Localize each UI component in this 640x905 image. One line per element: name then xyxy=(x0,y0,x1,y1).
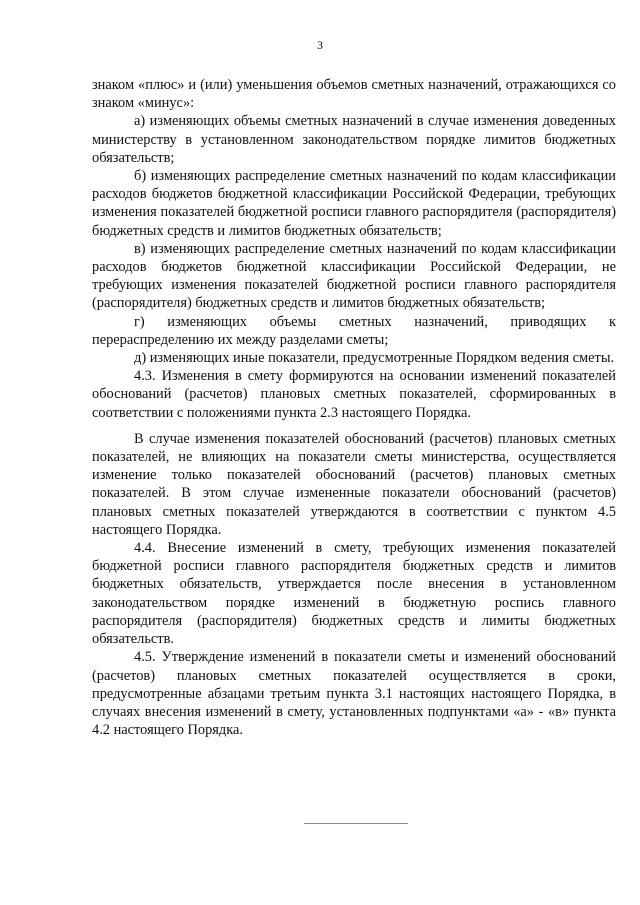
footer-divider xyxy=(304,823,408,824)
paragraph-item-a: а) изменяющих объемы сметных назначений в случае изменения доведенных министерству в установленном законодательством порядке лимитов бюджетных обязательств; xyxy=(92,113,616,166)
paragraph-4-5: 4.5. Утверждение изменений в показатели сметы и изменений обоснований (расчетов) плановых сметных показателей осуществляется в сроки, предусмотренные абзацами третьим пункта 3.1 настоящих настоящего Порядка, в случаях внесения изменений в смету, установленных подпунктами «а» - «в» пункта 4.2 настоящего Порядка. xyxy=(92,649,616,739)
paragraph-item-g: г) изменяющих объемы сметных назначений, приводящих к перераспределению их между разделами сметы; xyxy=(92,313,616,348)
paragraph-continuation: знаком «плюс» и (или) уменьшения объемов сметных назначений, отражающихся со знаком «минус»: xyxy=(92,77,616,112)
page-number: 3 xyxy=(317,38,323,52)
paragraph-4-4: 4.4. Внесение изменений в смету, требующих изменения показателей бюджетной росписи главного распорядителя бюджетных средств и лимитов бюджетных обязательств, утверждается после внесения в установленном законодательством порядке изменений в бюджетную роспись главного распорядителя (распорядителя) бюджетных средств и лимиты бюджетных обязательств. xyxy=(92,540,616,648)
paragraph-item-d: д) изменяющих иные показатели, предусмотренные Порядком ведения сметы. xyxy=(134,350,615,367)
paragraph-4-3-note: В случае изменения показателей обоснований (расчетов) плановых сметных показателей, не влияющих на показатели сметы министерства, осуществляется изменение только показателей обоснований (расчетов) плановых сметных показателей. В этом случае измененные показатели обоснований (расчетов) плановых сметных показателей утверждаются в соответствии с пунктом 4.5 настоящего Порядка. xyxy=(92,430,616,538)
paragraph-item-v: в) изменяющих распределение сметных назначений по кодам классификации расходов бюджетов бюджетной классификации Российской Федерации, не требующих изменения показателей бюджетной росписи главного распорядителя (распорядителя) бюджетных средств и лимитов бюджетных обязательств; xyxy=(92,240,616,312)
paragraph-4-3: 4.3. Изменения в смету формируются на основании изменений показателей обоснований (расчетов) плановых сметных показателей, сформированных в соответствии с положениями пункта 2.3 настоящего Порядка. xyxy=(92,368,616,421)
document-body xyxy=(92,76,616,739)
paragraph-item-b: б) изменяющих распределение сметных назначений по кодам классификации расходов бюджетов бюджетной классификации Российской Федерации, требующих изменения показателей бюджетной росписи главного распорядителя (распорядителя) бюджетных средств и лимитов бюджетных обязательств; xyxy=(92,168,616,239)
